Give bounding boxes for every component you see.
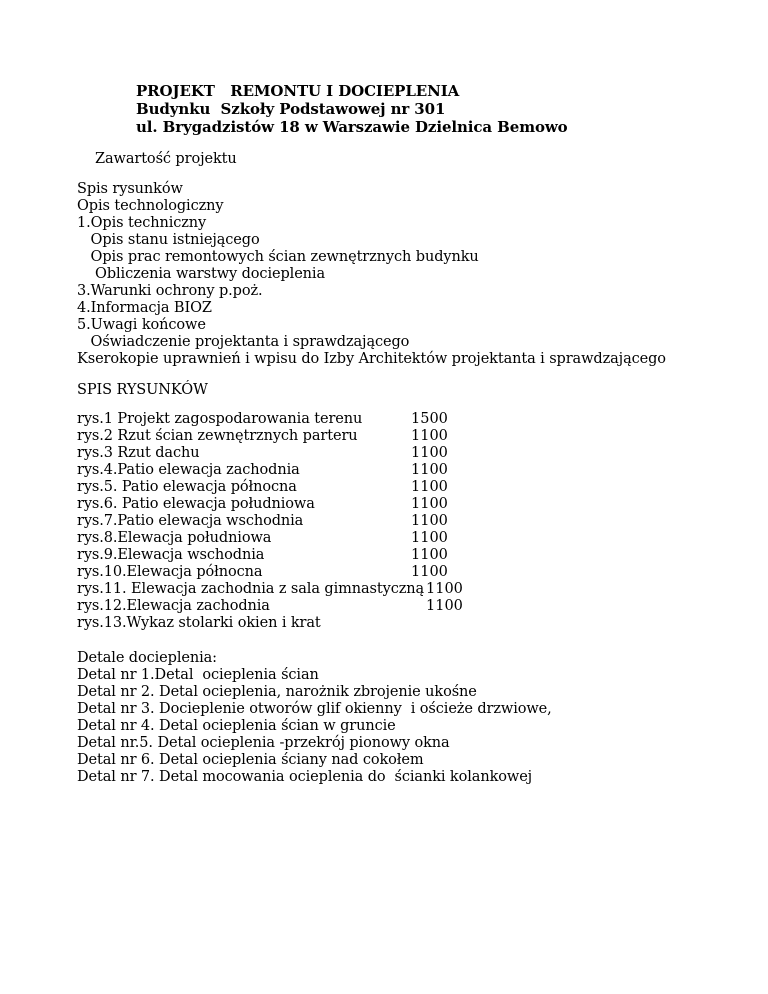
drawing-row-label: rys.1 Projekt zagospodarowania terenu <box>77 411 363 427</box>
drawing-row-scale: 1100 <box>411 428 448 444</box>
project-title: PROJEKT REMONTU I DOCIEPLENIA <box>136 82 460 100</box>
contents-item: 1.Opis techniczny <box>77 215 207 231</box>
drawing-row-scale: 1100 <box>411 445 448 461</box>
contents-item: Obliczenia warstwy docieplenia <box>77 266 325 282</box>
contents-item: 4.Informacja BIOZ <box>77 300 212 316</box>
detail-item: Detal nr.5. Detal ocieplenia -przekrój pionowy okna <box>77 735 450 751</box>
detail-item: Detal nr 1.Detal ocieplenia ścian <box>77 667 319 683</box>
drawing-row-label: rys.4.Patio elewacja zachodnia <box>77 462 300 478</box>
contents-item: 5.Uwagi końcowe <box>77 317 206 333</box>
drawing-row-label: rys.12.Elewacja zachodnia <box>77 598 270 614</box>
drawing-row-scale: 1100 <box>426 581 463 597</box>
contents-item: Kserokopie uprawnień i wpisu do Izby Architektów projektanta i sprawdzającego <box>77 351 666 367</box>
detail-item: Detal nr 3. Docieplenie otworów glif okienny i ościeże drzwiowe, <box>77 701 552 717</box>
address-line: ul. Brygadzistów 18 w Warszawie Dzielnica Bemowo <box>136 118 568 136</box>
detail-item: Detal nr 6. Detal ocieplenia ściany nad cokołem <box>77 752 424 768</box>
contents-item: Opis technologiczny <box>77 198 224 214</box>
drawing-row-scale: 1100 <box>426 598 463 614</box>
drawing-row-scale: 1100 <box>411 530 448 546</box>
contents-item: Spis rysunków <box>77 181 183 197</box>
drawing-row-scale: 1100 <box>411 513 448 529</box>
drawing-row-scale: 1100 <box>411 479 448 495</box>
detail-item: Detal nr 7. Detal mocowania ocieplenia do ścianki kolankowej <box>77 769 533 785</box>
detail-item: Detal nr 4. Detal ocieplenia ścian w gruncie <box>77 718 396 734</box>
contents-item: 3.Warunki ochrony p.poż. <box>77 283 263 299</box>
detail-item: Detal nr 2. Detal ocieplenia, narożnik zbrojenie ukośne <box>77 684 477 700</box>
drawing-row-label: rys.7.Patio elewacja wschodnia <box>77 513 304 529</box>
drawing-row-scale: 1100 <box>411 496 448 512</box>
details-heading: Detale docieplenia: <box>77 650 217 666</box>
contents-item: Opis stanu istniejącego <box>77 232 260 248</box>
drawing-row-label: rys.2 Rzut ścian zewnętrznych parteru <box>77 428 358 444</box>
drawing-row-scale: 1100 <box>411 564 448 580</box>
drawing-row-label: rys.10.Elewacja północna <box>77 564 263 580</box>
drawings-heading: SPIS RYSUNKÓW <box>77 382 208 398</box>
drawing-row-label: rys.8.Elewacja południowa <box>77 530 272 546</box>
drawing-row-label: rys.3 Rzut dachu <box>77 445 200 461</box>
drawing-row-scale: 1100 <box>411 462 448 478</box>
drawing-row-scale: 1100 <box>411 547 448 563</box>
contents-item: Opis prac remontowych ścian zewnętrznych budynku <box>77 249 479 265</box>
drawing-row-label: rys.6. Patio elewacja południowa <box>77 496 315 512</box>
building-name: Budynku Szkoły Podstawowej nr 301 <box>136 100 446 118</box>
drawing-row-scale: 1500 <box>411 411 448 427</box>
contents-item: Oświadczenie projektanta i sprawdzającego <box>77 334 410 350</box>
drawing-row-label: rys.5. Patio elewacja północna <box>77 479 297 495</box>
drawing-row-label: rys.13.Wykaz stolarki okien i krat <box>77 615 321 631</box>
contents-heading: Zawartość projektu <box>95 151 237 167</box>
drawing-row-label: rys.11. Elewacja zachodnia z sala gimnastyczną <box>77 581 425 597</box>
drawing-row-label: rys.9.Elewacja wschodnia <box>77 547 265 563</box>
